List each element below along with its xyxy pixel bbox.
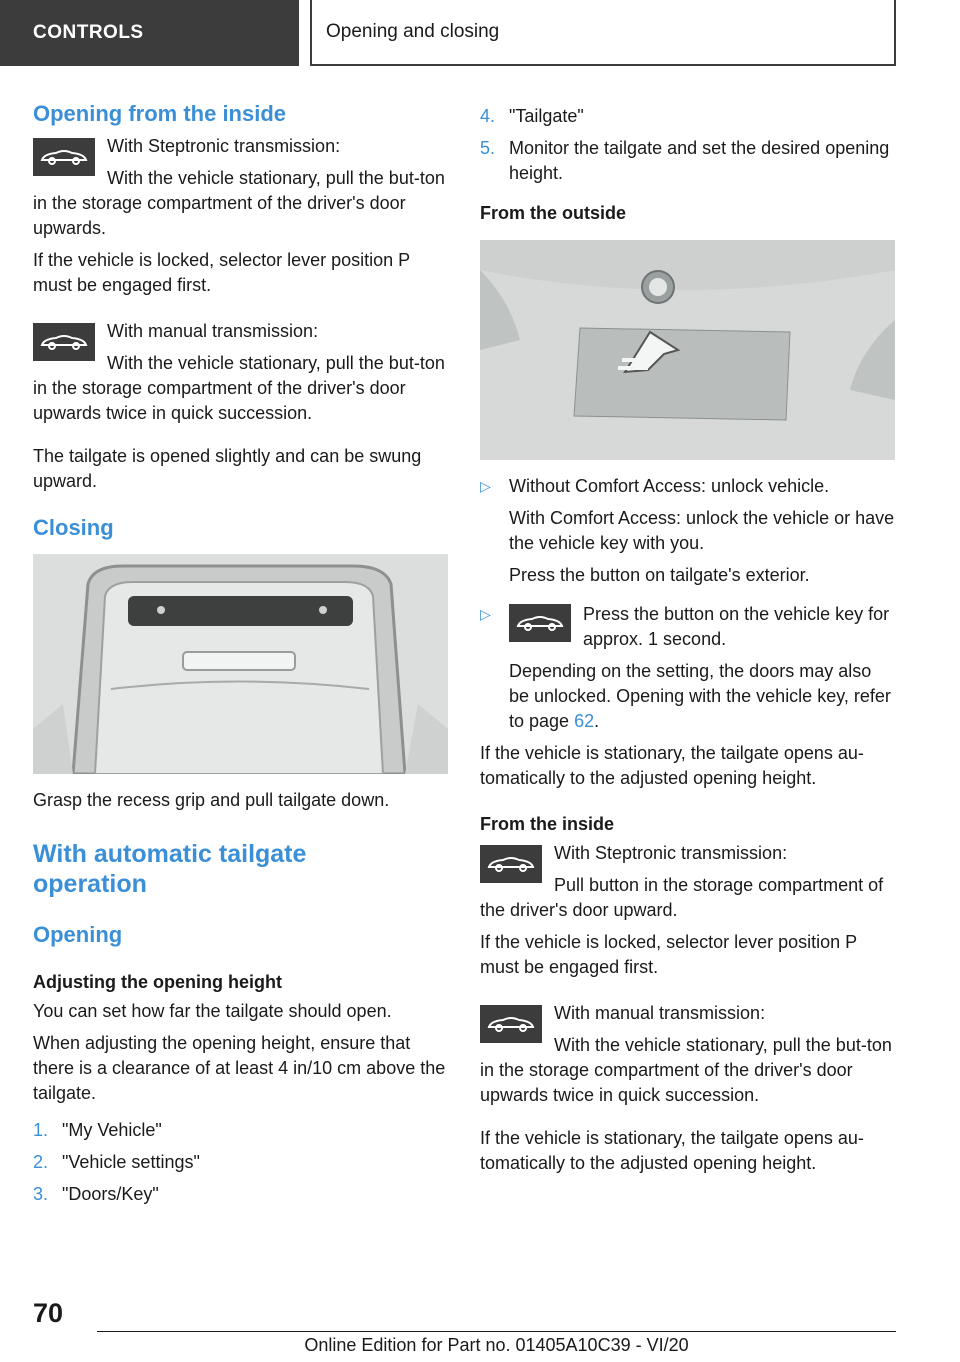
- page-link[interactable]: 62: [574, 711, 595, 731]
- step-number: 3.: [33, 1184, 49, 1204]
- heading-opening: Opening: [33, 922, 123, 947]
- heading-from-inside: From the inside: [480, 814, 615, 834]
- step-text: "My Vehicle": [62, 1120, 162, 1140]
- manual-text: With the vehicle stationary, pull the but-ton in the storage compartment of the driver's door upwards twice in quick succession.: [33, 353, 445, 423]
- car-icon: [509, 604, 571, 642]
- heading-from-outside: From the outside: [480, 203, 627, 223]
- bullet-2-text-b: Depending on the setting, the doors may also be unlocked. Opening with the vehicle key, refer to page 62.: [509, 661, 891, 731]
- step-number: 1.: [33, 1120, 49, 1140]
- step-number: 2.: [33, 1152, 49, 1172]
- car-icon: [33, 323, 95, 361]
- heading-opening-inside: Opening from the inside: [33, 101, 287, 126]
- chapter-label: CONTROLS: [33, 22, 144, 43]
- bullet-1-text-c: Press the button on tailgate's exterior.: [509, 565, 810, 585]
- steptronic-text: Pull button in the storage compartment of the driver's door upward.: [480, 875, 884, 920]
- manual-block-right: [480, 1001, 895, 1108]
- list-item: [33, 1118, 448, 1143]
- swung-text: The tailgate is opened slightly and can be swung upward.: [33, 446, 422, 491]
- left-column: [33, 100, 448, 1214]
- step-number: 5.: [480, 138, 496, 158]
- adjust-text-2: When adjusting the opening height, ensure that there is a clearance of at least 4 in/10 cm above the tailgate.: [33, 1033, 446, 1103]
- steptronic-block-right: [480, 841, 895, 923]
- locked-text: If the vehicle is locked, selector lever position P must be engaged first.: [33, 250, 410, 295]
- bullet-2-text-a: Press the button on the vehicle key for approx. 1 second.: [583, 604, 890, 649]
- stationary-text-2: If the vehicle is stationary, the tailgate opens au-tomatically to the adjusted opening height.: [480, 1128, 864, 1173]
- step-text: "Doors/Key": [62, 1184, 159, 1204]
- step-number: 4.: [480, 106, 496, 126]
- bullet-triangle-icon: ▷: [480, 478, 491, 494]
- bullet-1-text-a: Without Comfort Access: unlock vehicle.: [509, 476, 830, 496]
- step-text: "Tailgate": [509, 106, 584, 126]
- bullet-vehicle-key: [480, 602, 895, 734]
- car-icon: [480, 1005, 542, 1043]
- page-header: [310, 0, 896, 66]
- steps-list-left: [33, 1118, 448, 1207]
- manual-text: With the vehicle stationary, pull the but-ton in the storage compartment of the driver's door upwards twice in quick succession.: [480, 1035, 892, 1105]
- bullet-1-text-b: With Comfort Access: unlock the vehicle or have the vehicle key with you.: [509, 508, 895, 553]
- car-icon: [33, 138, 95, 176]
- manual-label: With manual transmission:: [107, 321, 319, 341]
- manual-label: With manual transmission:: [554, 1003, 766, 1023]
- heading-adjusting-height: Adjusting the opening height: [33, 972, 282, 992]
- bullet-2-text: Depending on the setting, the doors may also be unlocked. Opening with the vehicle key, refer to page: [509, 661, 891, 731]
- list-item: [480, 136, 895, 186]
- tailgate-interior-image: [33, 554, 448, 774]
- bullet-comfort-access: [480, 474, 895, 588]
- steps-list-right: [480, 104, 895, 186]
- footer-edition: Online Edition for Part no. 01405A10C39 - VI/20: [304, 1335, 689, 1355]
- locked-text: If the vehicle is locked, selector lever position P must be engaged first.: [480, 932, 857, 977]
- chapter-tab: [0, 0, 299, 66]
- tailgate-exterior-image: [480, 240, 895, 460]
- steptronic-block: [33, 134, 448, 241]
- closing-text: Grasp the recess grip and pull tailgate down.: [33, 790, 390, 810]
- steptronic-label: With Steptronic transmission:: [107, 136, 341, 156]
- step-text: Monitor the tailgate and set the desired opening height.: [509, 138, 890, 183]
- page-header-title: Opening and closing: [326, 21, 500, 42]
- stationary-text: If the vehicle is stationary, the tailgate opens au-tomatically to the adjusted opening height.: [480, 743, 864, 788]
- page-number: 70: [33, 1298, 64, 1328]
- key-button-block: [509, 602, 895, 652]
- step-text: "Vehicle settings": [62, 1152, 200, 1172]
- adjust-text-1: You can set how far the tailgate should open.: [33, 1001, 392, 1021]
- steptronic-text: With the vehicle stationary, pull the but-ton in the storage compartment of the driver's door upwards.: [33, 168, 445, 238]
- list-item: [33, 1150, 448, 1175]
- list-item: [480, 104, 895, 129]
- footer-divider: [97, 1331, 896, 1332]
- bullet-triangle-icon: ▷: [480, 606, 491, 622]
- manual-block: [33, 319, 448, 426]
- heading-closing: Closing: [33, 515, 114, 540]
- heading-automatic-tailgate: With automatic tailgate operation: [33, 840, 307, 898]
- list-item: [33, 1182, 448, 1207]
- steptronic-label: With Steptronic transmission:: [554, 843, 788, 863]
- car-icon: [480, 845, 542, 883]
- right-column: [480, 104, 895, 1176]
